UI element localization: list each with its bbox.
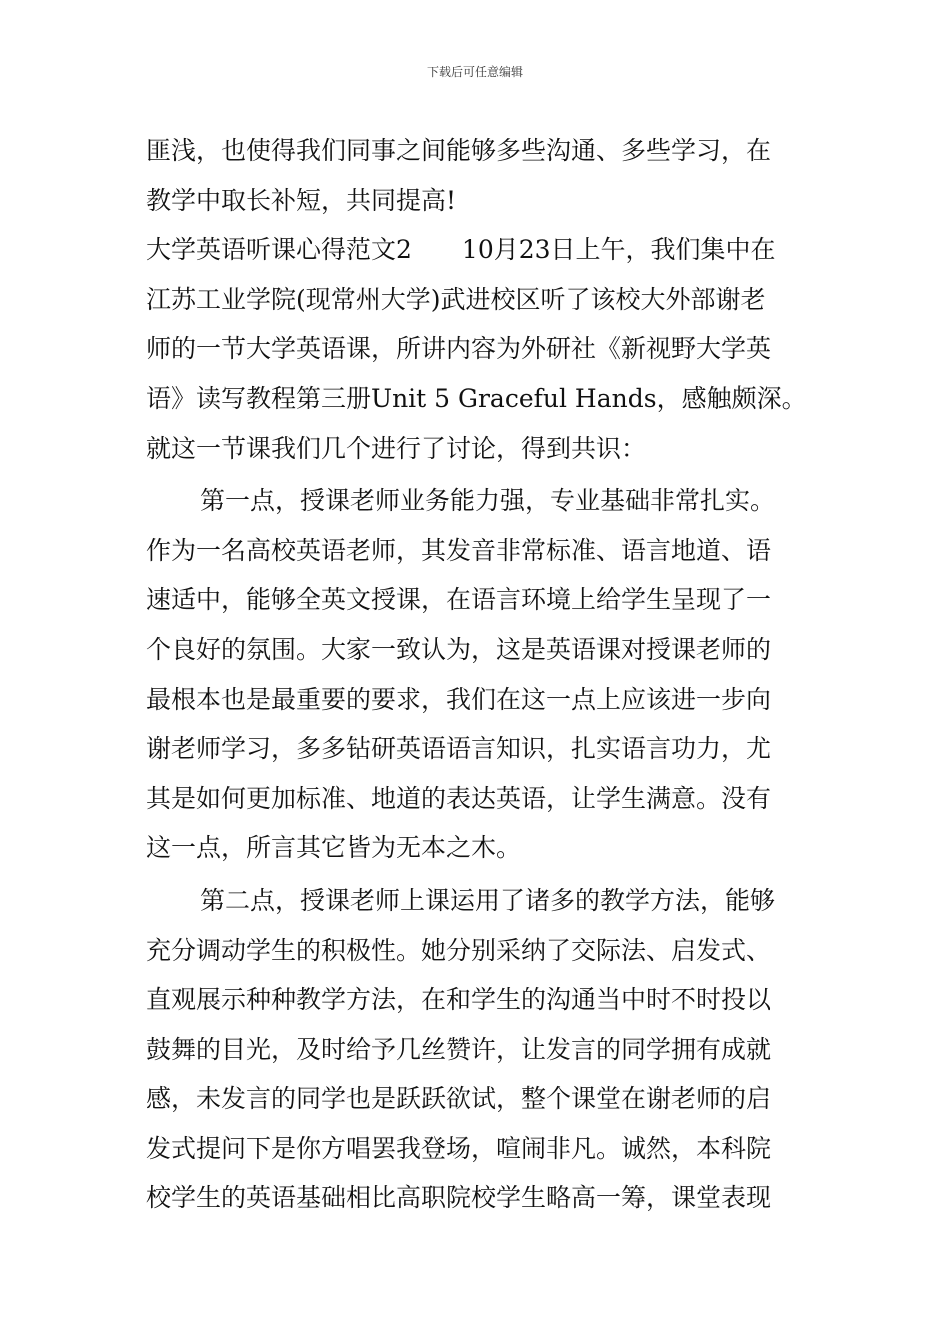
text-line: 语》读写教程第三册Unit 5 Graceful Hands，感触颇深。 — [146, 383, 807, 413]
text-line: 感，未发言的同学也是跃跃欲试，整个课堂在谢老师的启 — [146, 1084, 772, 1114]
text-line: 第二点，授课老师上课运用了诸多的教学方法，能够 — [200, 885, 776, 915]
text-line: 充分调动学生的积极性。她分别采纳了交际法、启发式、 — [146, 935, 772, 965]
text-line: 匪浅，也使得我们同事之间能够多些沟通、多些学习，在 — [146, 136, 772, 165]
page-header: 下载后可任意编辑 — [426, 65, 523, 79]
text-line: 就这一节课我们几个进行了讨论，得到共识： — [146, 433, 647, 463]
text-line: 教学中取长补短，共同提高! — [146, 185, 457, 215]
text-line: 第一点，授课老师业务能力强，专业基础非常扎实。 — [200, 486, 776, 516]
text-line: 校学生的英语基础相比高职院校学生略高一筹，课堂表现 — [146, 1183, 772, 1213]
text-line: 最根本也是最重要的要求，我们在这一点上应该进一步向 — [146, 684, 772, 714]
text-line: 这一点，所言其它皆为无本之木。 — [146, 833, 522, 863]
text-line: 发式提问下是你方唱罢我登场，喧闹非凡。诚然，本科院 — [146, 1133, 772, 1163]
text-line: 师的一节大学英语课，所讲内容为外研社《新视野大学英 — [146, 334, 772, 364]
text-line: 其是如何更加标准、地道的表达英语，让学生满意。没有 — [146, 783, 772, 813]
text-line: 江苏工业学院(现常州大学)武进校区听了该校大外部谢老 — [146, 284, 766, 314]
text-line: 个良好的氛围。大家一致认为，这是英语课对授课老师的 — [146, 634, 772, 664]
text-line: 大学英语听课心得范文2 10月23日上午，我们集中在 — [146, 235, 776, 265]
text-line: 谢老师学习，多多钻研英语语言知识，扎实语言功力，尤 — [146, 734, 772, 764]
text-line: 鼓舞的目光，及时给予几丝赞许，让发言的同学拥有成就 — [146, 1034, 772, 1064]
text-line: 直观展示种种教学方法，在和学生的沟通当中时不时投以 — [146, 985, 772, 1015]
document-body — [146, 126, 810, 1223]
text-line: 作为一名高校英语老师，其发音非常标准、语言地道、语 — [146, 535, 772, 565]
text-line: 速适中，能够全英文授课，在语言环境上给学生呈现了一 — [146, 585, 772, 615]
